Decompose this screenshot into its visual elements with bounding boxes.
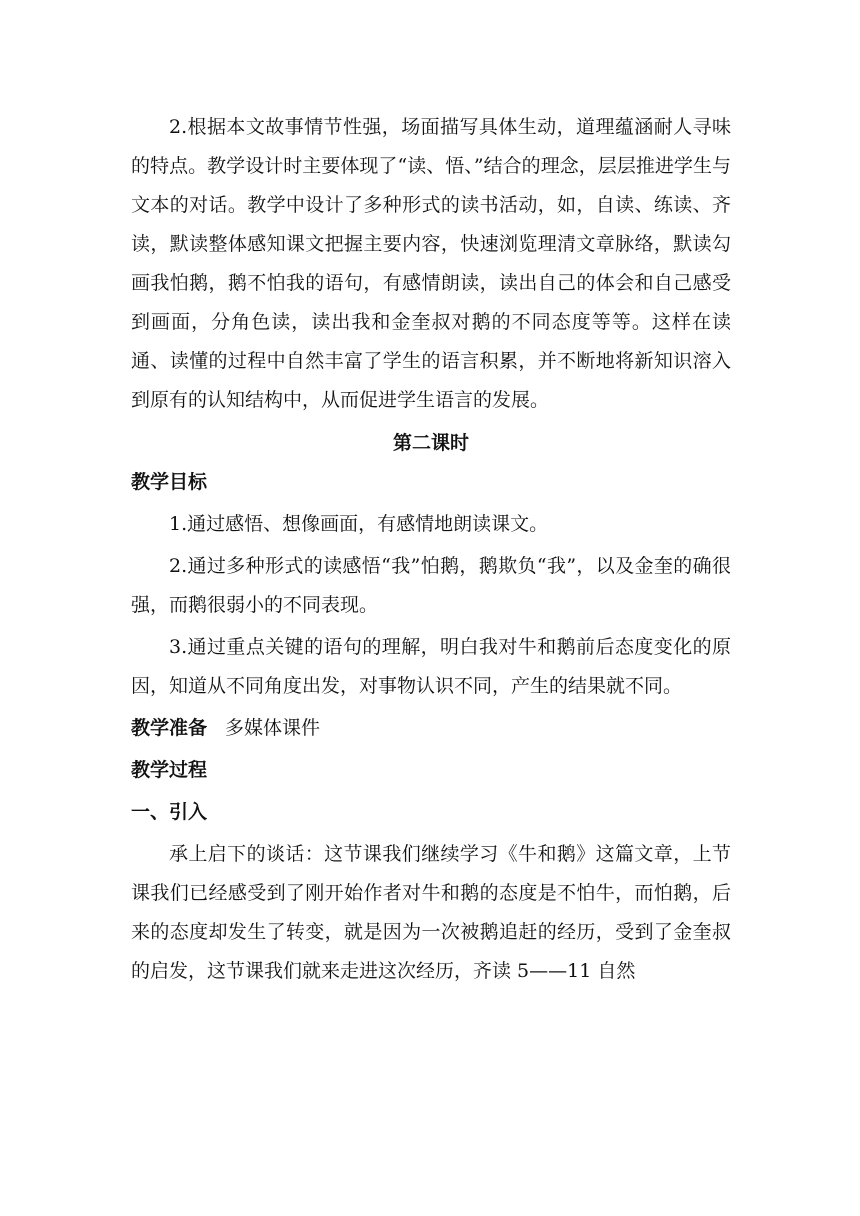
goal-2: 2.通过多种形式的读感悟“我”怕鹅，鹅欺负“我”，以及金奎的确很强，而鹅很弱小的不同表现。: [131, 555, 731, 616]
lesson-title: 第二课时: [392, 432, 469, 454]
goal-3: 3.通过重点关键的语句的理解，明白我对牛和鹅前后态度变化的原因，知道从不同角度出发，对事物认识不同，产生的结果就不同。: [131, 636, 731, 697]
intro-paragraph: 承上启下的谈话：这节课我们继续学习《牛和鹅》这篇文章，上节课我们已经感受到了刚开始作者对牛和鹅的态度是不怕牛，而怕鹅，后来的态度却发生了转变，就是因为一次被鹅追赶的经历，受到了金奎叔的启发，这节课我们就来走进这次经历，齐读 5——11 自然: [131, 843, 731, 982]
goals-heading: 教学目标: [131, 471, 208, 493]
goal-1: 1.通过感悟、想像画面，有感情地朗读课文。: [169, 513, 549, 535]
process-heading: 教学过程: [131, 759, 208, 781]
prep-value: 多媒体课件: [225, 717, 321, 739]
prep-heading: 教学准备: [131, 717, 208, 739]
design-paragraph-2: 2.根据本文故事情节性强，场面描写具体生动，道理蕴涵耐人寻味的特点。教学设计时主要体现了“读、悟、”结合的理念，层层推进学生与文本的对话。教学中设计了多种形式的读书活动，如，自读、练读、齐读，默读整体感知课文把握主要内容，快速浏览理清文章脉络，默读勾画我怕鹅，鹅不怕我的语句，有感情朗读，读出自己的体会和自己感受到画面，分角色读，读出我和金奎叔对鹅的不同态度等等。这样在读通、读懂的过程中自然丰富了学生的语言积累，并不断地将新知识溶入到原有的认知结构中，从而促进学生语言的发展。: [131, 116, 731, 411]
prep-line: [131, 709, 731, 748]
section-1-heading: 一、引入: [131, 801, 208, 823]
document-page: [131, 108, 731, 991]
